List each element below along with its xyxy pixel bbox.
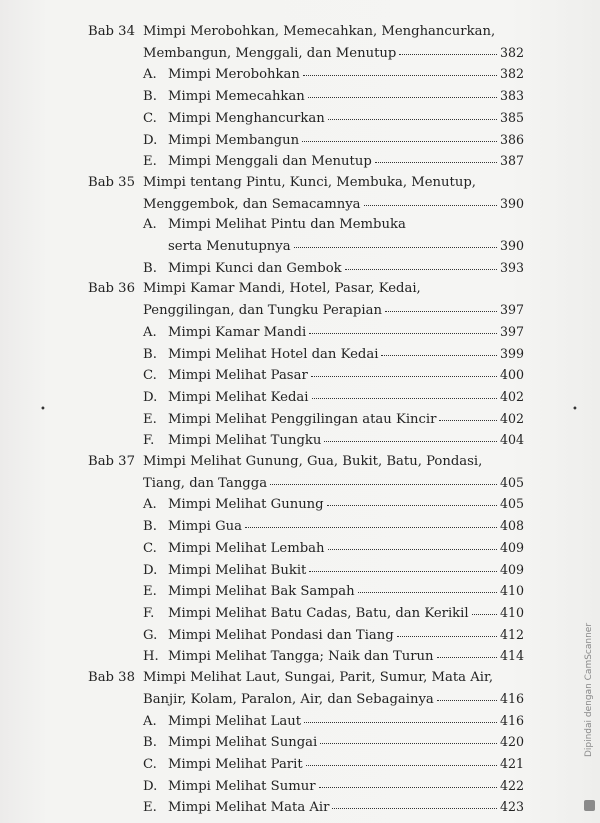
item-title: Mimpi Melihat Bak Sampah <box>168 584 355 600</box>
dot-leader <box>381 354 497 356</box>
item-title: Mimpi Melihat Tangga; Naik dan Turun <box>168 649 434 665</box>
item-title: Mimpi Melihat Kedai <box>168 389 309 405</box>
chapter-title: Mimpi Melihat Laut, Sungai, Parit, Sumur, Mata Air, <box>143 670 494 686</box>
chapter-label: Bab 36 <box>88 281 135 297</box>
dot-leader <box>364 204 497 206</box>
dot-leader <box>309 332 497 334</box>
toc-item <box>88 215 524 236</box>
toc-chapter <box>88 22 524 173</box>
item-letter: E. <box>143 584 157 600</box>
item-letter: C. <box>143 110 157 126</box>
item-letter: B. <box>143 735 157 751</box>
item-title: Mimpi Melihat Gunung <box>168 497 324 513</box>
item-title: Mimpi Kunci dan Gembok <box>168 260 342 276</box>
toc-item <box>88 430 524 452</box>
dot-leader <box>308 96 497 98</box>
dot-leader <box>306 764 497 766</box>
dot-leader <box>358 591 497 593</box>
page-number: 385 <box>499 109 524 125</box>
dot-leader <box>345 268 497 270</box>
dot-leader <box>312 397 497 399</box>
item-title: Mimpi Melihat Bukit <box>168 562 307 578</box>
item-title: Mimpi Gua <box>168 519 242 535</box>
toc-item <box>88 86 524 108</box>
page-number: 399 <box>499 345 524 361</box>
chapter-title: Mimpi tentang Pintu, Kunci, Membuka, Menutup, <box>143 174 476 190</box>
dot-leader <box>328 548 497 550</box>
toc-chapter <box>88 668 524 819</box>
scanner-watermark-text: Dipindai dengan CamScanner <box>584 622 594 758</box>
dot-leader <box>324 440 497 442</box>
item-letter: A. <box>143 217 157 233</box>
toc-item <box>88 581 524 603</box>
page-number: 397 <box>499 323 524 339</box>
toc-chapter <box>88 452 524 668</box>
item-letter: C. <box>143 540 157 556</box>
toc-chapter <box>88 173 524 280</box>
item-title: Mimpi Menghancurkan <box>168 110 325 126</box>
item-letter: B. <box>143 89 157 105</box>
dot-leader <box>399 53 497 55</box>
toc-item <box>88 538 524 560</box>
page-number: 421 <box>499 755 524 771</box>
item-letter: D. <box>143 778 158 794</box>
page-number: 422 <box>499 777 524 793</box>
dot-leader <box>302 140 497 142</box>
item-title: Mimpi Melihat Sungai <box>168 735 318 751</box>
toc-item <box>88 797 524 819</box>
toc-item <box>88 258 524 280</box>
page-number: 409 <box>499 561 524 577</box>
chapter-title: Mimpi Kamar Mandi, Hotel, Pasar, Kedai, <box>143 281 421 297</box>
dot-leader <box>327 504 497 506</box>
chapter-title: Mimpi Merobohkan, Memecahkan, Menghancurkan, <box>143 24 496 39</box>
item-letter: E. <box>143 411 157 427</box>
item-letter: C. <box>143 756 157 772</box>
toc-item <box>88 387 524 409</box>
page-number: 420 <box>499 734 524 750</box>
dot-leader <box>385 310 497 312</box>
item-letter: A. <box>143 67 157 83</box>
item-letter: B. <box>143 260 157 276</box>
item-letter: B. <box>143 346 157 362</box>
page-number: 404 <box>499 432 524 448</box>
page-number: 397 <box>499 302 524 318</box>
chapter-line <box>88 668 524 689</box>
chapter-line <box>88 300 524 322</box>
dot-leader <box>397 635 497 637</box>
dot-leader <box>320 742 497 744</box>
toc-item <box>88 711 524 733</box>
page-number: 414 <box>499 648 524 664</box>
item-title: Mimpi Merobohkan <box>168 67 300 83</box>
dot-leader <box>309 570 497 572</box>
item-title: Mimpi Melihat Tungku <box>168 433 322 449</box>
toc-item <box>88 560 524 582</box>
chapter-label: Bab 37 <box>88 454 135 470</box>
toc-item <box>88 344 524 366</box>
toc-item <box>88 236 524 258</box>
toc-item <box>88 64 524 86</box>
toc-item <box>88 516 524 538</box>
dot-leader <box>375 161 497 163</box>
item-title: Mimpi Melihat Laut <box>168 713 302 729</box>
item-title: Mimpi Melihat Pasar <box>168 368 308 384</box>
item-letter: A. <box>143 497 157 513</box>
dot-leader <box>472 613 497 615</box>
page-number: 410 <box>499 583 524 599</box>
chapter-line <box>88 173 524 194</box>
dot-leader <box>294 246 497 248</box>
chapter-title: Membangun, Menggali, dan Menutup <box>143 45 397 61</box>
item-title: Mimpi Melihat Lembah <box>168 540 325 556</box>
chapter-line <box>88 452 524 473</box>
toc-item <box>88 409 524 431</box>
page-number: 416 <box>499 712 524 728</box>
item-title: Mimpi Melihat Hotel dan Kedai <box>168 346 379 362</box>
item-title: Mimpi Menggali dan Menutup <box>168 154 372 170</box>
toc-item <box>88 754 524 776</box>
dot-leader <box>437 656 497 658</box>
item-letter: D. <box>143 389 158 405</box>
chapter-title: Tiang, dan Tangga <box>143 475 268 491</box>
item-title: Mimpi Melihat Batu Cadas, Batu, dan Kerikil <box>168 605 469 621</box>
dot-leader <box>245 526 497 528</box>
item-letter: G. <box>143 627 158 643</box>
page-number: 383 <box>499 88 524 104</box>
dot-leader <box>270 483 497 485</box>
toc-item <box>88 776 524 798</box>
item-title: Mimpi Melihat Parit <box>168 756 303 772</box>
toc-item <box>88 625 524 647</box>
toc-item <box>88 603 524 625</box>
toc-item <box>88 732 524 754</box>
chapter-line <box>88 689 524 711</box>
item-title: Mimpi Melihat Sumur <box>168 778 316 794</box>
item-title: Mimpi Melihat Pondasi dan Tiang <box>168 627 394 643</box>
item-title: Mimpi Kamar Mandi <box>168 324 307 340</box>
scanner-watermark <box>582 560 596 820</box>
page-number: 423 <box>499 799 524 815</box>
chapter-label: Bab 35 <box>88 174 135 190</box>
page-number: 402 <box>499 410 524 426</box>
toc-item <box>88 322 524 344</box>
chapter-line <box>88 279 524 300</box>
chapter-line <box>88 22 524 43</box>
page-number: 387 <box>499 153 524 169</box>
chapter-title: Penggilingan, dan Tungku Perapian <box>143 303 382 319</box>
toc-item <box>88 151 524 173</box>
item-title: serta Menutupnya <box>168 239 291 255</box>
item-letter: A. <box>143 324 157 340</box>
toc-chapter <box>88 279 524 452</box>
item-title: Mimpi Membangun <box>168 132 300 148</box>
dot-leader <box>332 807 497 809</box>
item-letter: F. <box>143 605 155 621</box>
page-number: 382 <box>499 66 524 82</box>
dot-leader <box>437 699 497 701</box>
scan-speck: • <box>572 404 578 415</box>
table-of-contents <box>88 22 524 819</box>
item-letter: F. <box>143 433 155 449</box>
page-number: 412 <box>499 626 524 642</box>
item-letter: E. <box>143 154 157 170</box>
page-number: 408 <box>499 518 524 534</box>
chapter-title: Menggembok, dan Semacamnya <box>143 196 361 212</box>
toc-item <box>88 365 524 387</box>
item-letter: D. <box>143 132 158 148</box>
page-number: 405 <box>499 496 524 512</box>
item-letter: B. <box>143 519 157 535</box>
page-number: 393 <box>499 259 524 275</box>
dot-leader <box>328 118 497 120</box>
scan-speck: • <box>40 404 46 415</box>
page-number: 382 <box>499 44 524 60</box>
page-number: 386 <box>499 131 524 147</box>
dot-leader <box>439 419 497 421</box>
dot-leader <box>319 786 497 788</box>
item-title: Mimpi Melihat Pintu dan Membuka <box>168 217 406 233</box>
item-letter: D. <box>143 562 158 578</box>
chapter-line <box>88 473 524 495</box>
camscanner-logo-icon <box>584 800 595 811</box>
chapter-title: Banjir, Kolam, Paralon, Air, dan Sebagainya <box>143 691 434 707</box>
dot-leader <box>303 74 497 76</box>
page-number: 409 <box>499 539 524 555</box>
dot-leader <box>311 375 497 377</box>
item-letter: E. <box>143 800 157 816</box>
chapter-label: Bab 38 <box>88 670 135 686</box>
page-number: 402 <box>499 388 524 404</box>
page-number: 400 <box>499 367 524 383</box>
item-title: Mimpi Melihat Mata Air <box>168 800 330 816</box>
page-number: 405 <box>499 474 524 490</box>
toc-item <box>88 130 524 152</box>
item-title: Mimpi Memecahkan <box>168 89 305 105</box>
dot-leader <box>304 721 497 723</box>
chapter-line <box>88 43 524 65</box>
toc-item <box>88 494 524 516</box>
item-letter: C. <box>143 368 157 384</box>
item-letter: H. <box>143 649 159 665</box>
toc-item <box>88 646 524 668</box>
chapter-title: Mimpi Melihat Gunung, Gua, Bukit, Batu, Pondasi, <box>143 454 483 470</box>
page-number: 410 <box>499 604 524 620</box>
page-number: 390 <box>499 238 524 254</box>
item-title: Mimpi Melihat Penggilingan atau Kincir <box>168 411 437 427</box>
chapter-line <box>88 194 524 216</box>
toc-item <box>88 108 524 130</box>
chapter-label: Bab 34 <box>88 24 135 39</box>
page-number: 416 <box>499 690 524 706</box>
item-letter: A. <box>143 713 157 729</box>
page-number: 390 <box>499 195 524 211</box>
